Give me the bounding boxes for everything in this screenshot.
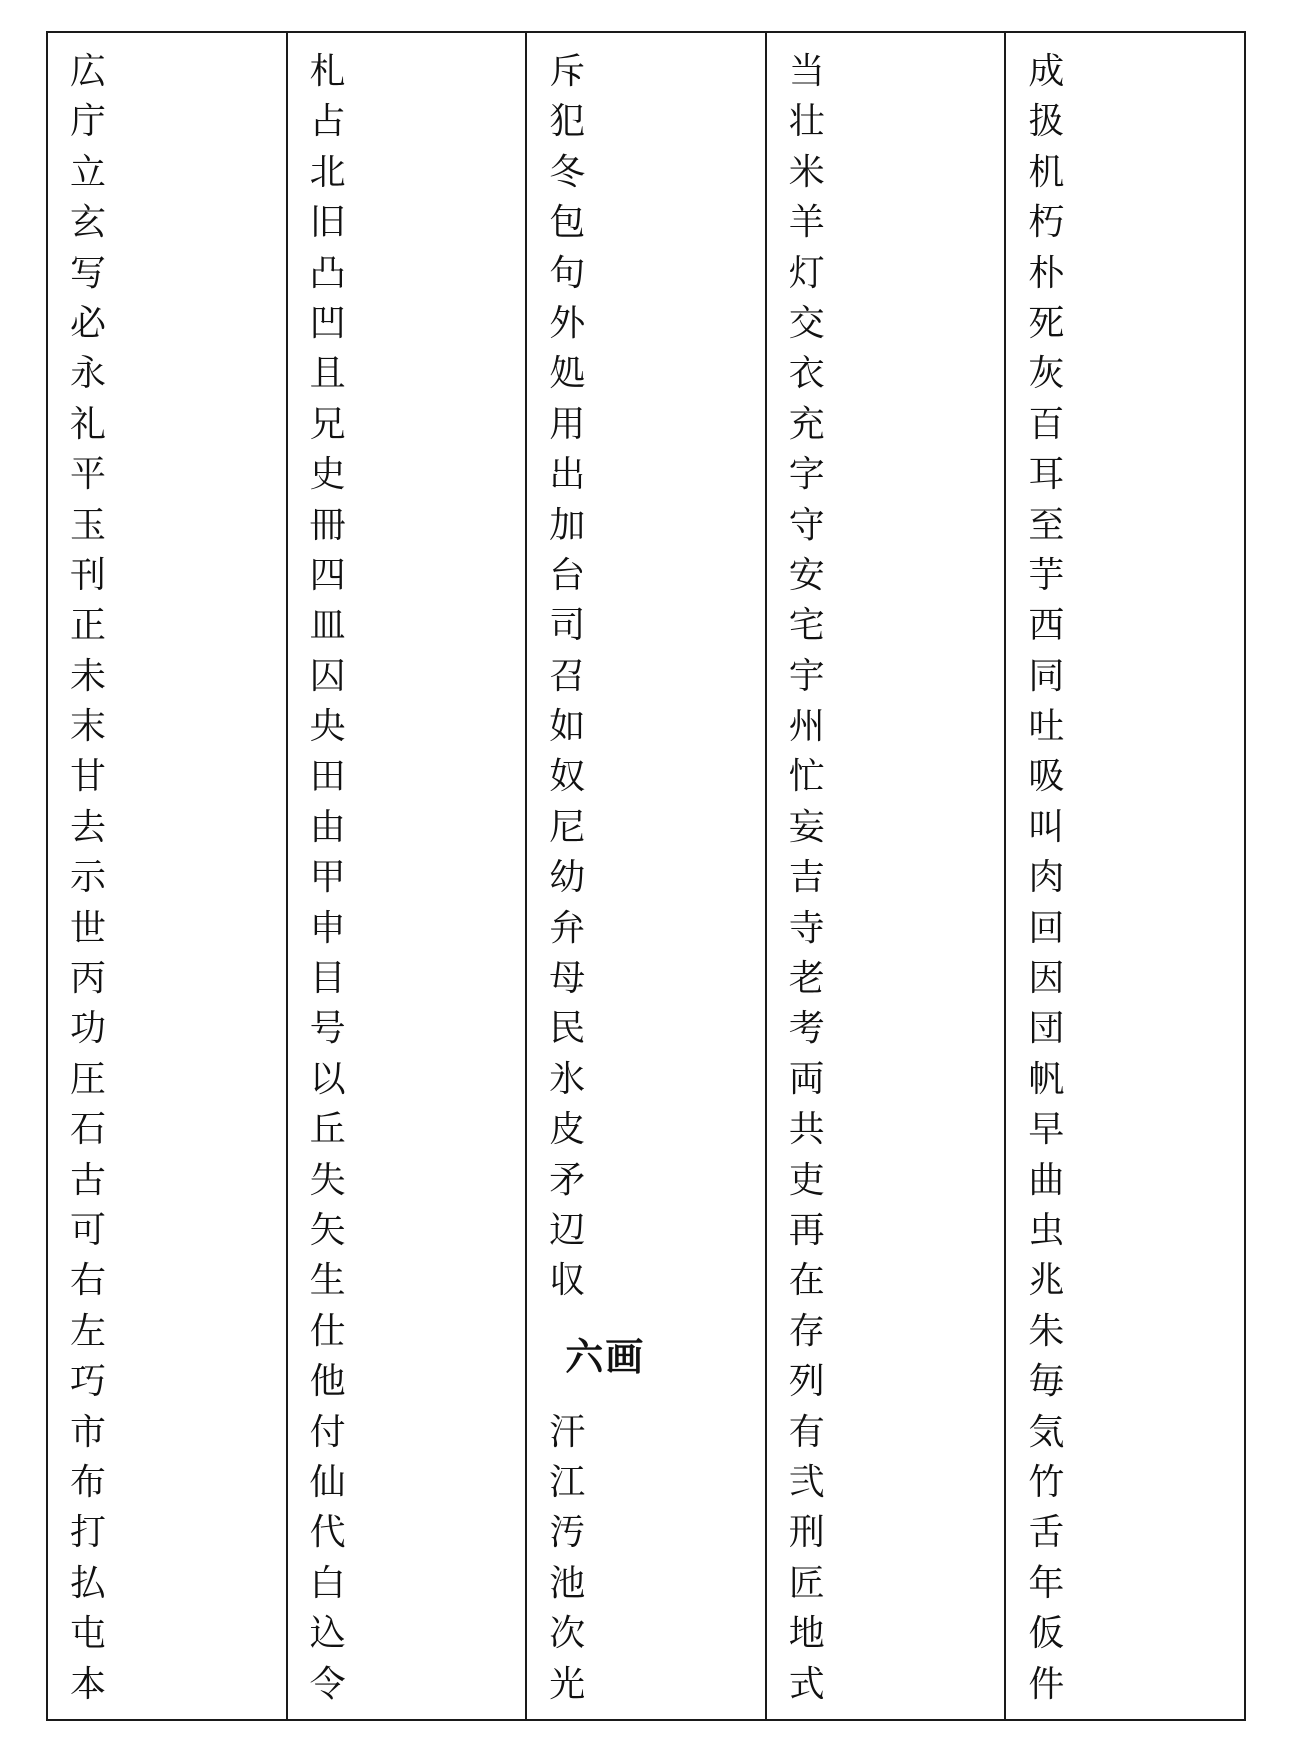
kanji-char: 叫 xyxy=(1028,806,1065,848)
kanji-char: 光 xyxy=(549,1663,586,1705)
kanji-char: 仕 xyxy=(309,1310,346,1352)
kanji-char: 正 xyxy=(70,605,107,647)
kanji-char: 召 xyxy=(549,655,586,697)
kanji-char: 忙 xyxy=(788,756,825,798)
kanji-char: 収 xyxy=(549,1260,586,1302)
kanji-char: 当 xyxy=(788,51,825,92)
kanji-char: 気 xyxy=(1028,1411,1065,1453)
kanji-char: 末 xyxy=(70,706,107,748)
kanji-char: 必 xyxy=(70,302,107,344)
column-5 xyxy=(1004,33,1244,1719)
kanji-char: 生 xyxy=(309,1260,346,1302)
kanji-char: 斥 xyxy=(549,51,586,92)
kanji-char: 外 xyxy=(549,302,586,344)
kanji-char: 打 xyxy=(70,1512,107,1554)
kanji-char: 北 xyxy=(309,151,346,193)
kanji-char: 地 xyxy=(788,1613,825,1655)
kanji-char: 芋 xyxy=(1028,554,1065,596)
kanji-char: 式 xyxy=(788,1663,825,1705)
kanji-char: 冬 xyxy=(549,151,586,193)
kanji-char: 屯 xyxy=(70,1613,107,1655)
kanji-char: 奴 xyxy=(549,756,586,798)
kanji-char: 回 xyxy=(1028,907,1065,949)
character-table xyxy=(46,31,1246,1721)
kanji-char: 如 xyxy=(549,706,586,748)
kanji-char: 巧 xyxy=(70,1361,107,1403)
kanji-char: 母 xyxy=(549,958,586,1000)
kanji-char: 史 xyxy=(309,454,346,496)
kanji-char: 古 xyxy=(70,1159,107,1201)
kanji-char: 汗 xyxy=(549,1411,586,1453)
kanji-char: 虫 xyxy=(1028,1209,1065,1251)
kanji-char: 台 xyxy=(549,554,586,596)
column-2-list xyxy=(288,47,526,1710)
kanji-char: 考 xyxy=(788,1008,825,1050)
kanji-char: 示 xyxy=(70,857,107,899)
kanji-char: 米 xyxy=(788,151,825,193)
kanji-char: 汚 xyxy=(549,1512,586,1554)
kanji-char: 字 xyxy=(788,454,825,496)
section-heading-six-strokes: 六画 xyxy=(565,1334,646,1379)
kanji-char: 加 xyxy=(549,504,586,546)
column-5-list xyxy=(1006,47,1244,1710)
kanji-char: 寺 xyxy=(788,907,825,949)
kanji-char: 尼 xyxy=(549,806,586,848)
kanji-char: 充 xyxy=(788,403,825,445)
kanji-char: 本 xyxy=(70,1663,107,1705)
kanji-char: 辺 xyxy=(549,1209,586,1251)
kanji-char: 丙 xyxy=(70,958,107,1000)
kanji-char: 池 xyxy=(549,1562,586,1604)
kanji-char: 写 xyxy=(70,252,107,294)
kanji-char: 灰 xyxy=(1028,353,1065,395)
kanji-char: 朽 xyxy=(1028,202,1065,244)
kanji-char: 包 xyxy=(549,202,586,244)
kanji-char: 去 xyxy=(70,806,107,848)
kanji-char: 列 xyxy=(788,1361,825,1403)
kanji-char: 皿 xyxy=(309,605,346,647)
kanji-char: 矛 xyxy=(549,1159,586,1201)
kanji-char: 出 xyxy=(549,454,586,496)
kanji-char: 占 xyxy=(309,101,346,143)
kanji-char: 安 xyxy=(788,554,825,596)
kanji-char: 宇 xyxy=(788,655,825,697)
kanji-char: 目 xyxy=(309,958,346,1000)
kanji-char: 存 xyxy=(788,1310,825,1352)
column-1 xyxy=(48,33,286,1719)
kanji-char: 老 xyxy=(788,958,825,1000)
kanji-char: 世 xyxy=(70,907,107,949)
kanji-char: 吏 xyxy=(788,1159,825,1201)
kanji-char: 羊 xyxy=(788,202,825,244)
kanji-char: 兄 xyxy=(309,403,346,445)
kanji-char: 布 xyxy=(70,1461,107,1503)
column-3-list-after xyxy=(527,1408,765,1710)
kanji-char: 市 xyxy=(70,1411,107,1453)
kanji-char: 仙 xyxy=(309,1461,346,1503)
kanji-char: 仮 xyxy=(1028,1613,1065,1655)
kanji-char: 且 xyxy=(309,353,346,395)
kanji-char: 衣 xyxy=(788,353,825,395)
kanji-char: 立 xyxy=(70,151,107,193)
kanji-char: 成 xyxy=(1028,51,1065,92)
kanji-char: 死 xyxy=(1028,302,1065,344)
kanji-char: 刑 xyxy=(788,1512,825,1554)
kanji-char: 灯 xyxy=(788,252,825,294)
kanji-char: 田 xyxy=(309,756,346,798)
kanji-char: 曲 xyxy=(1028,1159,1065,1201)
kanji-char: 氷 xyxy=(549,1058,586,1100)
kanji-char: 毎 xyxy=(1028,1361,1065,1403)
kanji-char: 広 xyxy=(70,51,107,92)
kanji-char: 朴 xyxy=(1028,252,1065,294)
kanji-char: 号 xyxy=(309,1008,346,1050)
kanji-char: 団 xyxy=(1028,1008,1065,1050)
kanji-char: 壮 xyxy=(788,101,825,143)
column-4-list xyxy=(767,47,1005,1710)
kanji-char: 用 xyxy=(549,403,586,445)
column-1-list xyxy=(48,47,286,1710)
kanji-char: 交 xyxy=(788,302,825,344)
kanji-char: 年 xyxy=(1028,1562,1065,1604)
kanji-char: 処 xyxy=(549,353,586,395)
kanji-char: 旧 xyxy=(309,202,346,244)
kanji-char: 払 xyxy=(70,1562,107,1604)
kanji-char: 込 xyxy=(309,1613,346,1655)
kanji-char: 句 xyxy=(549,252,586,294)
kanji-char: 兆 xyxy=(1028,1260,1065,1302)
kanji-char: 百 xyxy=(1028,403,1065,445)
kanji-char: 白 xyxy=(309,1562,346,1604)
kanji-char: 刊 xyxy=(70,554,107,596)
kanji-char: 甲 xyxy=(309,857,346,899)
kanji-char: 守 xyxy=(788,504,825,546)
kanji-char: 舌 xyxy=(1028,1512,1065,1554)
kanji-char: 件 xyxy=(1028,1663,1065,1705)
kanji-char: 玄 xyxy=(70,202,107,244)
kanji-char: 次 xyxy=(549,1613,586,1655)
kanji-char: 左 xyxy=(70,1310,107,1352)
kanji-char: 吉 xyxy=(788,857,825,899)
kanji-char: 失 xyxy=(309,1159,346,1201)
kanji-char: 有 xyxy=(788,1411,825,1453)
kanji-char: 西 xyxy=(1028,605,1065,647)
kanji-char: 弁 xyxy=(549,907,586,949)
kanji-char: 同 xyxy=(1028,655,1065,697)
kanji-char: 帆 xyxy=(1028,1058,1065,1100)
kanji-char: 幼 xyxy=(549,857,586,899)
kanji-char: 早 xyxy=(1028,1109,1065,1151)
kanji-char: 朱 xyxy=(1028,1310,1065,1352)
kanji-char: 甘 xyxy=(70,756,107,798)
kanji-char: 冊 xyxy=(309,504,346,546)
kanji-char: 凹 xyxy=(309,302,346,344)
kanji-char: 礼 xyxy=(70,403,107,445)
kanji-char: 矢 xyxy=(309,1209,346,1251)
kanji-char: 凸 xyxy=(309,252,346,294)
kanji-char: 在 xyxy=(788,1260,825,1302)
kanji-char: 平 xyxy=(70,454,107,496)
column-3 xyxy=(525,33,765,1719)
kanji-char: 妄 xyxy=(788,806,825,848)
kanji-char: 央 xyxy=(309,706,346,748)
kanji-char: 庁 xyxy=(70,101,107,143)
kanji-char: 因 xyxy=(1028,958,1065,1000)
kanji-char: 肉 xyxy=(1028,857,1065,899)
kanji-char: 再 xyxy=(788,1209,825,1251)
kanji-char: 永 xyxy=(70,353,107,395)
kanji-char: 弐 xyxy=(788,1461,825,1503)
kanji-char: 他 xyxy=(309,1361,346,1403)
kanji-char: 吐 xyxy=(1028,706,1065,748)
kanji-char: 付 xyxy=(309,1411,346,1453)
kanji-char: 竹 xyxy=(1028,1461,1065,1503)
kanji-char: 未 xyxy=(70,655,107,697)
kanji-char: 可 xyxy=(70,1209,107,1251)
kanji-char: 以 xyxy=(309,1058,346,1100)
kanji-char: 代 xyxy=(309,1512,346,1554)
kanji-char: 机 xyxy=(1028,151,1065,193)
kanji-char: 両 xyxy=(788,1058,825,1100)
kanji-char: 匠 xyxy=(788,1562,825,1604)
kanji-char: 司 xyxy=(549,605,586,647)
kanji-char: 功 xyxy=(70,1008,107,1050)
kanji-char: 吸 xyxy=(1028,756,1065,798)
kanji-char: 石 xyxy=(70,1109,107,1151)
kanji-char: 圧 xyxy=(70,1058,107,1100)
column-3-list-before xyxy=(527,47,765,1307)
kanji-char: 至 xyxy=(1028,504,1065,546)
kanji-char: 皮 xyxy=(549,1109,586,1151)
kanji-char: 共 xyxy=(788,1109,825,1151)
column-4 xyxy=(765,33,1005,1719)
kanji-char: 申 xyxy=(309,907,346,949)
kanji-char: 由 xyxy=(309,806,346,848)
kanji-char: 扱 xyxy=(1028,101,1065,143)
kanji-char: 江 xyxy=(549,1461,586,1503)
kanji-char: 右 xyxy=(70,1260,107,1302)
kanji-char: 四 xyxy=(309,554,346,596)
kanji-char: 囚 xyxy=(309,655,346,697)
kanji-char: 宅 xyxy=(788,605,825,647)
kanji-char: 令 xyxy=(309,1663,346,1705)
kanji-char: 耳 xyxy=(1028,454,1065,496)
kanji-char: 玉 xyxy=(70,504,107,546)
kanji-char: 札 xyxy=(309,51,346,92)
kanji-char: 犯 xyxy=(549,101,586,143)
kanji-char: 民 xyxy=(549,1008,586,1050)
column-2 xyxy=(286,33,526,1719)
kanji-char: 丘 xyxy=(309,1109,346,1151)
kanji-char: 州 xyxy=(788,706,825,748)
